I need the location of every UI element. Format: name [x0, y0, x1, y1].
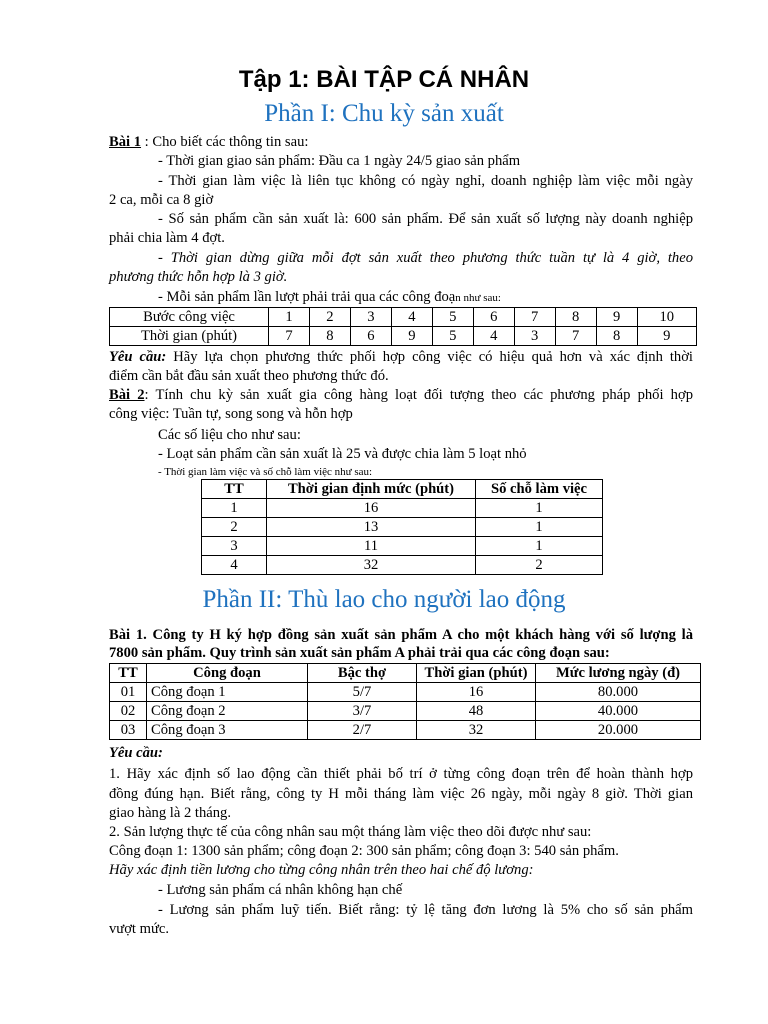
column-header: Bậc thợ: [308, 664, 417, 683]
table-cell: 80.000: [536, 683, 701, 702]
table-cell: 9: [596, 308, 637, 327]
bai2-data-intro: Các số liệu cho như sau:: [158, 427, 301, 443]
bai2-data-line1: - Loạt sản phẩm cần sản xuất là 25 và được chia làm 5 loạt nhỏ: [158, 446, 527, 462]
table-cell: 20.000: [536, 721, 701, 740]
table-cell: 2: [476, 556, 603, 575]
table-cell: Công đoạn 3: [147, 721, 308, 740]
bai1-line3a: - Số sản phẩm cần sản xuất là: 600 sản phẩm. Để sản xuất số lượng này doanh nghiệp: [158, 211, 693, 227]
table-cell: 3/7: [308, 702, 417, 721]
table-row: [202, 518, 603, 537]
bai2-intro-text: : Tính chu kỳ sản xuất gia công hàng loạt đối tượng theo các phương pháp phối hợp: [144, 387, 693, 403]
table-row: [110, 702, 701, 721]
part2-wage1: - Lương sản phẩm cá nhân không hạn chế: [158, 882, 403, 898]
column-header: Thời gian định mức (phút): [267, 480, 476, 499]
bai2-intro-line: [109, 386, 693, 404]
bai1-intro: : Cho biết các thông tin sau:: [141, 134, 309, 150]
table-cell: 9: [391, 327, 432, 346]
table-cell: 40.000: [536, 702, 701, 721]
table-cell: 8: [596, 327, 637, 346]
table-cell: 5/7: [308, 683, 417, 702]
table-cell: 13: [267, 518, 476, 537]
bai1-line1: - Thời gian giao sản phẩm: Đầu ca 1 ngày 24/5 giao sản phẩm: [158, 153, 521, 169]
table-cell: 2/7: [308, 721, 417, 740]
part2-q1-line3: giao hàng là 2 tháng.: [109, 805, 231, 821]
bai1-request-text: Hãy lựa chọn phương thức phối hợp công việc có hiệu quả hơn và xác định thời: [166, 349, 693, 365]
table-cell: 32: [267, 556, 476, 575]
table-cell: 2: [202, 518, 267, 537]
table-cell: 6: [473, 308, 514, 327]
part2-request-label: Yêu cầu:: [109, 745, 163, 761]
table-cell: 16: [267, 499, 476, 518]
bai1-line4b: phương thức hỗn hợp là 3 giờ.: [109, 269, 288, 285]
part2-table: [109, 663, 701, 740]
column-header: TT: [202, 480, 267, 499]
row-label-times: Thời gian (phút): [110, 327, 269, 346]
bai1-request-line2: điểm cần bắt đầu sản xuất theo phương thức đó.: [109, 368, 389, 384]
table-row: [202, 537, 603, 556]
table-cell: 02: [110, 702, 147, 721]
bai2-data-line2: - Thời gian làm việc và số chỗ làm việc như sau:: [158, 466, 373, 478]
table-cell: 8: [309, 327, 350, 346]
part2-q1-line2: đồng đúng hạn. Biết rằng, công ty H mỗi tháng làm việc 26 ngày, mỗi ngày 8 giờ. Thời gian: [109, 786, 693, 802]
table-cell: 7: [514, 308, 555, 327]
table-row: [202, 556, 603, 575]
table-row: [110, 721, 701, 740]
column-header: Thời gian (phút): [417, 664, 536, 683]
bai1-label: Bài 1: [109, 134, 142, 150]
bai1-line5-text: - Mỗi sản phẩm lần lượt phải trải qua các công đoạ: [158, 289, 456, 305]
table-cell: 1: [476, 499, 603, 518]
row-label-steps: Bước công việc: [110, 308, 269, 327]
table-cell: 8: [555, 308, 596, 327]
table-cell: 03: [110, 721, 147, 740]
bai1-steps-table: [109, 307, 697, 346]
table-cell: 01: [110, 683, 147, 702]
bai1-line3b: phải chia làm 4 đợt.: [109, 230, 225, 246]
part2-wage2-line1: - Lương sản phẩm luỹ tiến. Biết rằng: tỷ lệ tăng đơn lương là 5% cho số sản phẩm: [158, 902, 693, 918]
table-cell: 1: [269, 308, 310, 327]
table-cell: 48: [417, 702, 536, 721]
table-cell: Công đoạn 1: [147, 683, 308, 702]
bai1-line5: [158, 288, 501, 307]
table-cell: 5: [432, 327, 473, 346]
table-cell: 4: [202, 556, 267, 575]
page-title: Tập 1: BÀI TẬP CÁ NHÂN: [238, 66, 530, 93]
part1-heading: Phần I: Chu kỳ sản xuất: [264, 100, 504, 127]
bai1-line2a: - Thời gian làm việc là liên tục không có ngày nghỉ, doanh nghiệp làm việc mỗi ngày: [158, 173, 693, 189]
table-cell: 7: [555, 327, 596, 346]
part2-q2-data: Công đoạn 1: 1300 sản phẩm; công đoạn 2: 300 sản phẩm; công đoạn 3: 540 sản phẩm.: [109, 843, 619, 859]
part2-q2-line: 2. Sản lượng thực tế của công nhân sau một tháng làm việc theo dõi được như sau:: [109, 824, 592, 840]
table-cell: Công đoạn 2: [147, 702, 308, 721]
column-header: TT: [110, 664, 147, 683]
table-cell: 4: [473, 327, 514, 346]
bai1-line5-small: n như sau:: [455, 292, 501, 304]
part2-heading: Phần II: Thù lao cho người lao động: [202, 586, 566, 613]
bai1-intro-line: [109, 133, 308, 151]
part2-bai1-line2: 7800 sản phẩm. Quy trình sản xuất sản phẩm A phải trải qua các công đoạn sau:: [109, 645, 610, 661]
table-cell: 3: [202, 537, 267, 556]
table-cell: 2: [309, 308, 350, 327]
table-cell: 3: [350, 308, 391, 327]
bai1-request-label: Yêu cầu:: [109, 349, 167, 365]
bai1-line2b: 2 ca, mỗi ca 8 giờ: [109, 192, 214, 208]
bai2-label: Bài 2: [109, 387, 145, 403]
table-cell: 7: [269, 327, 310, 346]
part2-q1-line1: 1. Hãy xác định số lao động cần thiết phải bố trí ở từng công đoạn trên để hoàn thành hợp: [109, 766, 693, 782]
part2-bai1-line1: Bài 1. Công ty H ký hợp đồng sản xuất sản phẩm A cho một khách hàng với số lượng là: [109, 627, 693, 643]
table-header-row: [110, 664, 701, 683]
table-cell: 16: [417, 683, 536, 702]
table-cell: 4: [391, 308, 432, 327]
bai2-intro-line2: công việc: Tuần tự, song song và hỗn hợp: [109, 406, 353, 422]
table-cell: 32: [417, 721, 536, 740]
table-cell: 1: [476, 537, 603, 556]
table-cell: 11: [267, 537, 476, 556]
table-cell: 6: [350, 327, 391, 346]
table-cell: 5: [432, 308, 473, 327]
table-row: [202, 499, 603, 518]
bai1-request-line: [109, 348, 693, 366]
bai2-table: [201, 479, 603, 575]
part2-wage2-line2: vượt mức.: [109, 921, 170, 937]
part2-q2-request: Hãy xác định tiền lương cho từng công nhân trên theo hai chế độ lương:: [109, 862, 534, 878]
table-cell: 10: [637, 308, 696, 327]
table-row: [110, 308, 697, 327]
column-header: Công đoạn: [147, 664, 308, 683]
table-cell: 3: [514, 327, 555, 346]
table-cell: 1: [202, 499, 267, 518]
table-header-row: [202, 480, 603, 499]
table-row: [110, 327, 697, 346]
table-cell: 9: [637, 327, 696, 346]
table-cell: 1: [476, 518, 603, 537]
table-row: [110, 683, 701, 702]
column-header: Số chỗ làm việc: [476, 480, 603, 499]
bai1-line4a: - Thời gian dừng giữa mỗi đợt sản xuất theo phương thức tuần tự là 4 giờ, theo: [158, 250, 693, 266]
column-header: Mức lương ngày (đ): [536, 664, 701, 683]
